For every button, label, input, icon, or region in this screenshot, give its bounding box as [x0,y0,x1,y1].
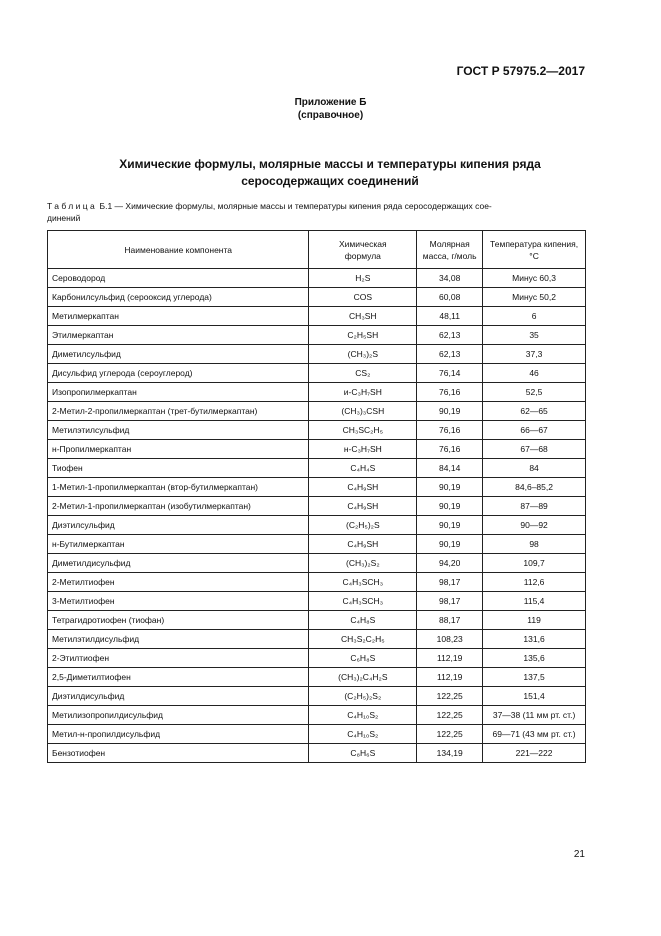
cell-formula: н-C₃H₇SH [309,440,417,459]
cell-mass: 98,17 [417,573,483,592]
table-row [48,554,586,573]
table-row [48,592,586,611]
cell-mass: 122,25 [417,706,483,725]
table-row [48,326,586,345]
cell-mass: 76,14 [417,364,483,383]
cell-temp: 98 [483,535,586,554]
cell-name: Метилизопропилдисульфид [48,706,309,725]
cell-temp: Минус 50,2 [483,288,586,307]
cell-temp: 37—38 (11 мм рт. ст.) [483,706,586,725]
cell-name: Метилмеркаптан [48,307,309,326]
cell-name: 2,5-Диметилтиофен [48,668,309,687]
cell-mass: 90,19 [417,478,483,497]
cell-name: Сероводород [48,269,309,288]
table-row [48,421,586,440]
cell-formula: (C₂H₅)₂S₂ [309,687,417,706]
cell-name: Метил-н-пропилдисульфид [48,725,309,744]
cell-temp: 221—222 [483,744,586,763]
cell-temp: 151,4 [483,687,586,706]
cell-temp: Минус 60,3 [483,269,586,288]
section-title-line2: серосодержащих соединений [241,174,419,188]
cell-mass: 112,19 [417,668,483,687]
table-row [48,364,586,383]
cell-temp: 109,7 [483,554,586,573]
table-row [48,706,586,725]
cell-mass: 48,11 [417,307,483,326]
table-row [48,725,586,744]
cell-temp: 35 [483,326,586,345]
table-row [48,687,586,706]
cell-name: 2-Этилтиофен [48,649,309,668]
table-row [48,459,586,478]
cell-formula: (CH₃)₂S [309,345,417,364]
cell-mass: 98,17 [417,592,483,611]
table-row [48,478,586,497]
cell-mass: 90,19 [417,497,483,516]
cell-name: Метилэтилсульфид [48,421,309,440]
cell-name: 2-Метилтиофен [48,573,309,592]
cell-name: 1-Метил-1-пропилмеркаптан (втор-бутилмеркаптан) [48,478,309,497]
cell-formula: C₄H₉SH [309,478,417,497]
cell-formula: и-C₃H₇SH [309,383,417,402]
cell-formula: (CH₃)₂S₂ [309,554,417,573]
cell-formula: CS₂ [309,364,417,383]
cell-mass: 76,16 [417,440,483,459]
section-title [80,156,580,190]
table-row [48,516,586,535]
table-caption [47,200,585,224]
cell-mass: 94,20 [417,554,483,573]
cell-formula: C₄H₁₀S₂ [309,725,417,744]
cell-temp: 87—89 [483,497,586,516]
cell-name: н-Бутилмеркаптан [48,535,309,554]
cell-formula: C₄H₁₀S₂ [309,706,417,725]
page-number: 21 [573,849,585,860]
cell-name: Дисульфид углерода (сероуглерод) [48,364,309,383]
table-row [48,573,586,592]
cell-formula: C₈H₆S [309,744,417,763]
cell-mass: 62,13 [417,345,483,364]
cell-formula: C₄H₃SCH₃ [309,573,417,592]
cell-name: Диэтилдисульфид [48,687,309,706]
table-row [48,288,586,307]
cell-temp: 52,5 [483,383,586,402]
cell-name: Диметилсульфид [48,345,309,364]
section-title-line1: Химические формулы, молярные массы и температуры кипения ряда [119,157,541,171]
cell-mass: 62,13 [417,326,483,345]
cell-mass: 88,17 [417,611,483,630]
table-row [48,402,586,421]
cell-mass: 90,19 [417,535,483,554]
table-row [48,668,586,687]
cell-mass: 134,19 [417,744,483,763]
cell-temp: 66—67 [483,421,586,440]
table-row [48,649,586,668]
cell-name: Этилмеркаптан [48,326,309,345]
cell-name: 3-Метилтиофен [48,592,309,611]
cell-name: Изопропилмеркаптан [48,383,309,402]
cell-formula: C₄H₈S [309,611,417,630]
cell-name: Диметилдисульфид [48,554,309,573]
cell-temp: 69—71 (43 мм рт. ст.) [483,725,586,744]
cell-formula: COS [309,288,417,307]
cell-formula: CH₃SC₂H₅ [309,421,417,440]
cell-temp: 137,5 [483,668,586,687]
cell-mass: 60,08 [417,288,483,307]
cell-mass: 122,25 [417,687,483,706]
cell-name: Тетрагидротиофен (тиофан) [48,611,309,630]
cell-mass: 122,25 [417,725,483,744]
table-caption-label: Таблица [47,201,98,211]
table-row [48,630,586,649]
compounds-table [47,230,586,763]
table-row [48,345,586,364]
cell-name: Тиофен [48,459,309,478]
header-mass: Молярная масса, г/моль [417,231,483,269]
table-row [48,440,586,459]
cell-mass: 76,16 [417,421,483,440]
cell-temp: 90—92 [483,516,586,535]
cell-temp: 6 [483,307,586,326]
cell-temp: 135,6 [483,649,586,668]
table-row [48,497,586,516]
table-row [48,269,586,288]
cell-formula: C₄H₉SH [309,497,417,516]
cell-mass: 90,19 [417,516,483,535]
header-temp: Температура кипения, °С [483,231,586,269]
cell-mass: 112,19 [417,649,483,668]
cell-mass: 34,08 [417,269,483,288]
cell-formula: (C₂H₅)₂S [309,516,417,535]
cell-name: 2-Метил-2-пропилмеркаптан (трет-бутилмеркаптан) [48,402,309,421]
table-row [48,535,586,554]
cell-name: Карбонилсульфид (сероокcид углерода) [48,288,309,307]
appendix-subtitle: (справочное) [297,110,364,121]
header-name: Наименование компонента [48,231,309,269]
cell-formula: C₆H₈S [309,649,417,668]
document-code: ГОСТ Р 57975.2—2017 [456,64,585,78]
cell-name: н-Пропилмеркаптан [48,440,309,459]
cell-temp: 115,4 [483,592,586,611]
cell-name: Диэтилсульфид [48,516,309,535]
cell-temp: 37,3 [483,345,586,364]
cell-temp: 112,6 [483,573,586,592]
table-row [48,611,586,630]
cell-formula: C₄H₃SCH₃ [309,592,417,611]
header-formula: Химическая формула [309,231,417,269]
cell-formula: (CH₃)₂C₄H₂S [309,668,417,687]
appendix-heading [0,96,661,122]
cell-temp: 46 [483,364,586,383]
cell-formula: H₂S [309,269,417,288]
cell-name: Метилэтилдисульфид [48,630,309,649]
table-row [48,744,586,763]
cell-mass: 76,16 [417,383,483,402]
cell-temp: 62—65 [483,402,586,421]
cell-temp: 131,6 [483,630,586,649]
cell-mass: 84,14 [417,459,483,478]
cell-formula: (CH₃)₃CSH [309,402,417,421]
cell-temp: 119 [483,611,586,630]
cell-formula: C₄H₉SH [309,535,417,554]
cell-formula: CH₃SH [309,307,417,326]
cell-temp: 67—68 [483,440,586,459]
cell-mass: 108,23 [417,630,483,649]
cell-formula: C₄H₄S [309,459,417,478]
table-caption-text-cont: динений [47,213,81,223]
cell-name: 2-Метил-1-пропилмеркаптан (изобутилмеркаптан) [48,497,309,516]
table-row [48,383,586,402]
table-header-row [48,231,586,269]
cell-temp: 84 [483,459,586,478]
cell-formula: CH₃S₂C₂H₅ [309,630,417,649]
cell-temp: 84,6–85,2 [483,478,586,497]
table-row [48,307,586,326]
cell-name: Бензотиофен [48,744,309,763]
cell-mass: 90,19 [417,402,483,421]
cell-formula: C₂H₅SH [309,326,417,345]
table-caption-text: Б.1 — Химические формулы, молярные массы и температуры кипения ряда серосодержащих сое- [99,201,492,211]
appendix-title: Приложение Б [294,97,367,108]
